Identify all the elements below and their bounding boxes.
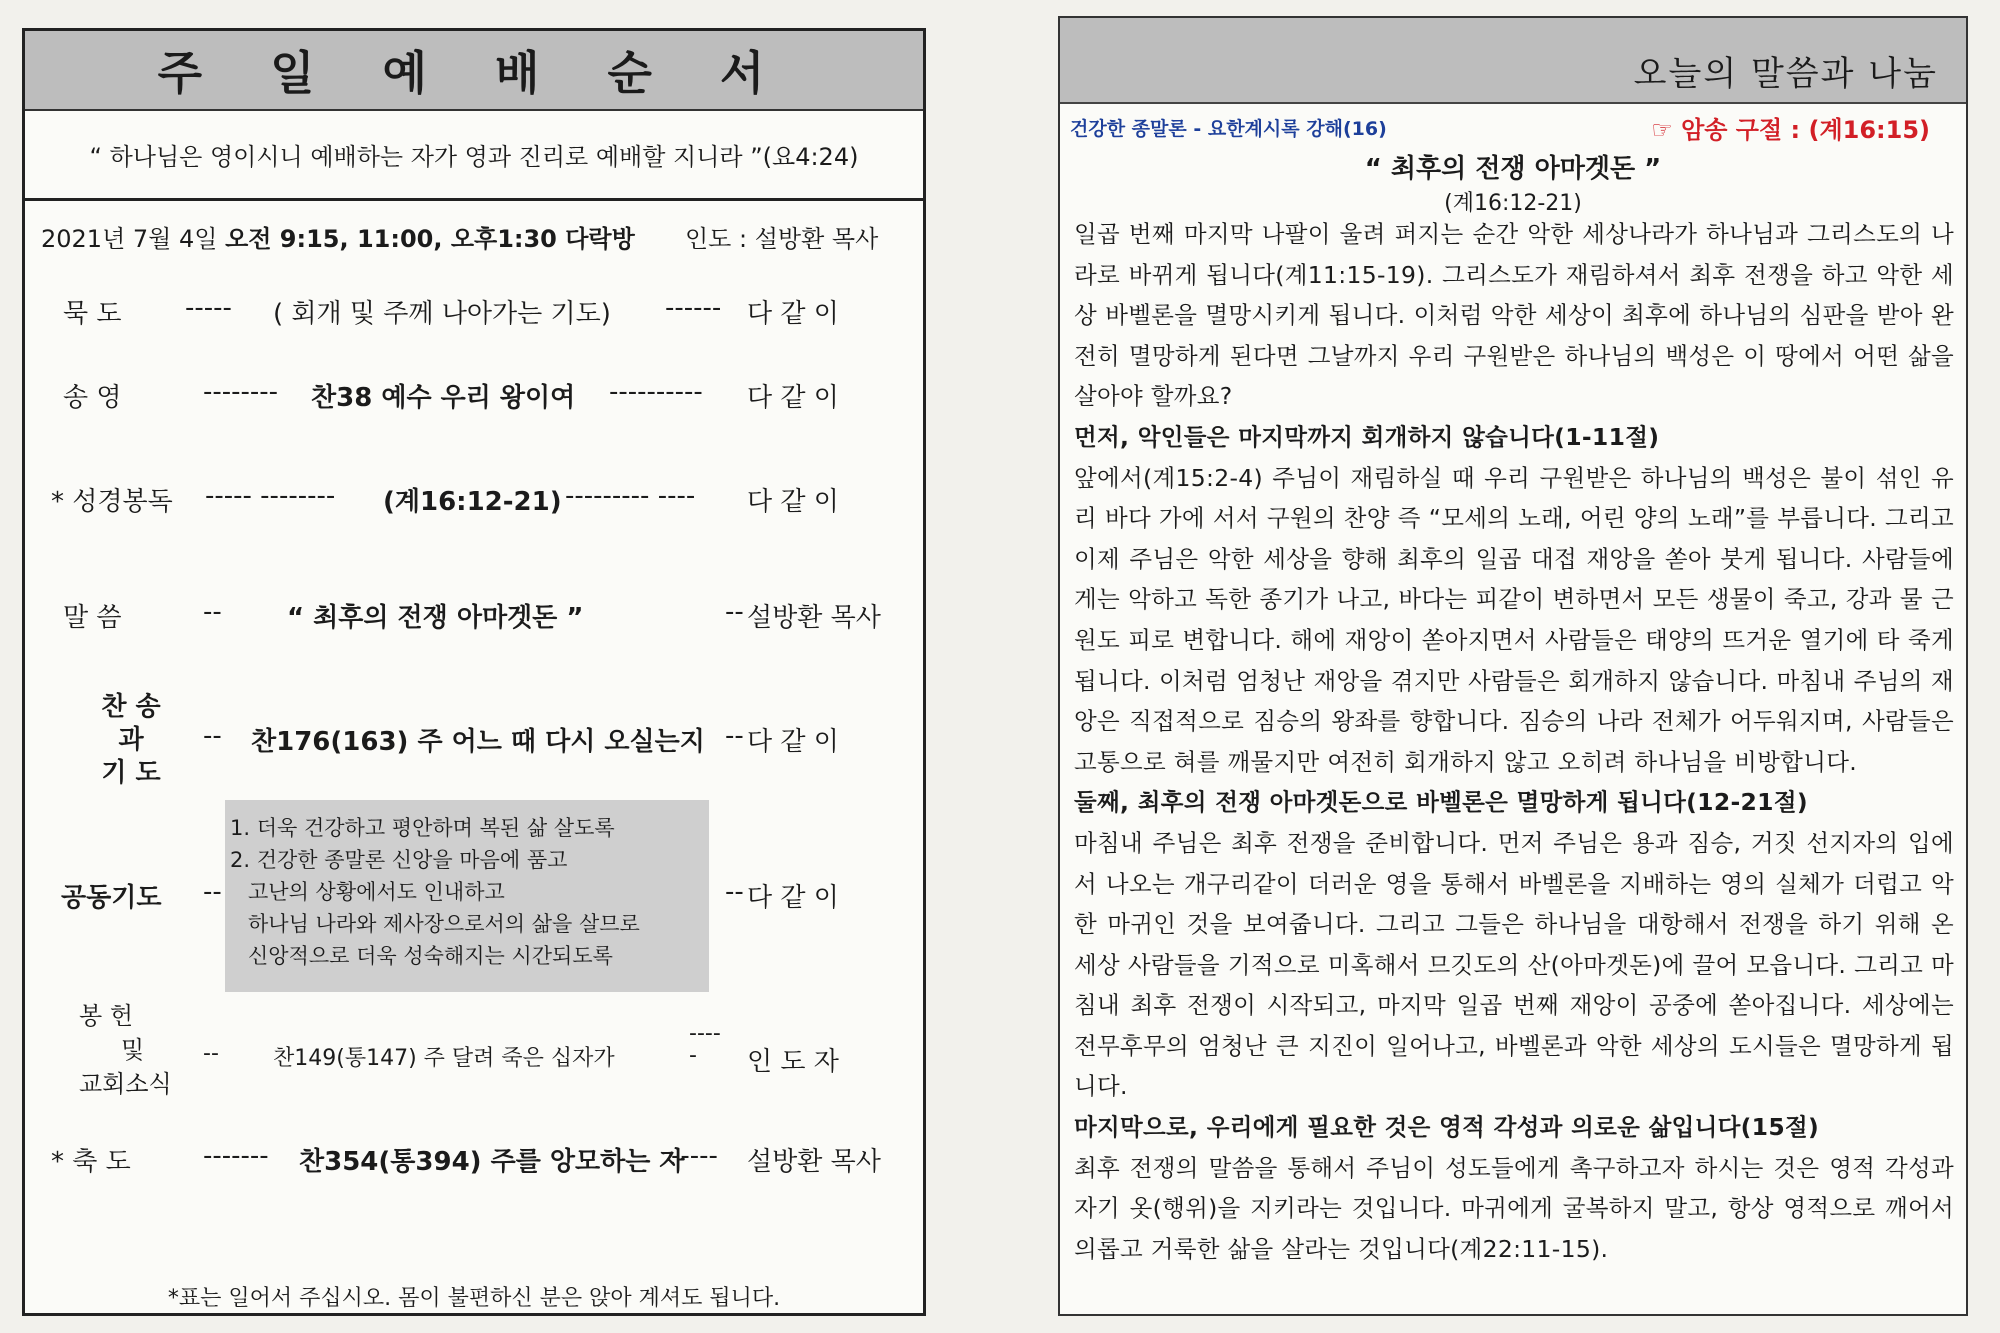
order-content: 찬38 예수 우리 왕이여 bbox=[311, 383, 576, 413]
order-label: 말 씀 bbox=[63, 603, 122, 633]
prayer-line: 신앙적으로 더욱 성숙해지는 시간되도록 bbox=[248, 944, 613, 968]
order-row-doxology bbox=[25, 377, 923, 417]
order-dash: ------ bbox=[665, 293, 722, 323]
order-performer: 다 같 이 bbox=[747, 487, 839, 517]
prayer-line: 하나님 나라와 제사장으로서의 삶을 살므로 bbox=[248, 912, 640, 936]
service-date bbox=[41, 219, 635, 254]
order-content: 찬176(163) 주 어느 때 다시 오실는지 bbox=[251, 727, 705, 757]
order-dash: ----- -------- bbox=[205, 481, 336, 511]
sermon-title: “ 최후의 전쟁 아마겟돈 ” bbox=[1364, 154, 1662, 184]
footnote: *표는 일어서 주십시오. 몸이 불편하신 분은 앉아 계셔도 됩니다. bbox=[167, 1286, 781, 1311]
order-content: ( 회개 및 주께 나아가는 기도) bbox=[273, 299, 611, 329]
service-date-text: 2021년 7월 4일 bbox=[41, 225, 226, 253]
sermon-reference: (계16:12-21) bbox=[1444, 191, 1582, 216]
sermon-notes-title: 오늘의 말씀과 나눔 bbox=[1633, 54, 1938, 94]
sermon-body bbox=[1074, 214, 1954, 1269]
sermon-notes-panel bbox=[1058, 16, 1968, 1316]
sermon-paragraph: 앞에서(계15:2-4) 주님이 재림하실 때 우리 구원받은 하나님의 백성은 불이 섞인 유리 바다 가에 서서 구원의 찬양 즉 “모세의 노래, 어린 양의 노래”를 부릅니다. 그리고 이제 주님은 악한 세상을 향해 최후의 일곱 대접 재앙을 쏟아 붓게 됩니다. 사람들에게는 악하고 독한 종기가 나고, 바다는 피같이 변하면서 모든 생물이 죽고, 강과 물 근원도 피로 변합니다. 해에 재앙이 쏟아지면서 사람들은 태양의 뜨거운 열기에 타 죽게 됩니다. 이처럼 엄청난 재앙을 겪지만 사람들은 회개하지 않습니다. 마침내 주님의 재앙은 직접적으로 짐승의 왕좌를 향합니다. 짐승의 나라 전체가 어두워지며, 사람들은 고통으로 혀를 깨물지만 여전히 회개하지 않고 오히려 하나님을 비방합니다. bbox=[1074, 463, 1954, 776]
theme-verse: “ 하나님은 영이시니 예배하는 자가 영과 진리로 예배할 지니라 ”(요4:24) bbox=[25, 111, 923, 201]
order-label: 송 영 bbox=[63, 383, 122, 413]
sermon-paragraph: 최후 전쟁의 말씀을 통해서 주님이 성도들에게 촉구하고자 하시는 것은 영적 각성과 자기 옷(행위)을 지키라는 것입니다. 마귀에게 굴복하지 말고, 항상 영적으로 깨어서 의롭고 거룩한 삶을 살라는 것입니다(계22:11-15). bbox=[1074, 1153, 1954, 1263]
order-performer: 설방환 목사 bbox=[747, 1147, 881, 1177]
sermon-paragraph: 일곱 번째 마지막 나팔이 울려 퍼지는 순간 악한 세상나라가 하나님과 그리스도의 나라로 바뀌게 됩니다(계11:15-19). 그리스도가 재림하셔서 최후 전쟁을 하고 악한 세상 바벨론을 멸망시키게 됩니다. 이처럼 악한 세상이 최후에 하나님의 심판을 받아 완전히 멸망하게 된다면 그날까지 우리 구원받은 하나님의 백성은 이 땅에서 어떤 삶을 살아야 할까요? bbox=[1074, 220, 1954, 411]
sermon-notes-header bbox=[1060, 18, 1966, 104]
order-row-benediction bbox=[25, 1141, 923, 1181]
order-dash: -- bbox=[725, 597, 744, 627]
worship-order-panel bbox=[22, 28, 926, 1316]
service-times: 오전 9:15, 11:00, 오후1:30 다락방 bbox=[225, 225, 635, 253]
order-row-sermon bbox=[25, 597, 923, 637]
series-title: 건강한 종말론 - 요한계시록 강해(16) bbox=[1070, 118, 1387, 140]
order-row-silent-prayer bbox=[25, 293, 923, 333]
order-label-line: 교회소식 bbox=[79, 1070, 172, 1098]
sermon-paragraph: 마침내 주님은 최후 전쟁을 준비합니다. 먼저 주님은 용과 짐승, 거짓 선지자의 입에서 나오는 개구리같이 더러운 영을 통해서 바벨론을 지배하는 영의 실체가 더럽고 악한 마귀인 것을 보여줍니다. 그리고 그들은 하나님을 대항해서 전쟁을 하기 위해 온 세상 사람들을 기적으로 미혹해서 므깃도의 산(아마겟돈)에 끌어 모읍니다. 그리고 마침내 최후 전쟁이 시작되고, 마지막 일곱 번째 재앙이 공중에 쏟아집니다. 세상에는 전무후무의 엄청난 큰 지진이 일어나고, 바벨론과 악한 세상의 도시들은 멸망하게 됩니다. bbox=[1074, 828, 1954, 1101]
order-dash: ----- bbox=[185, 293, 232, 323]
order-dash: -- bbox=[725, 877, 744, 907]
order-performer: 다 같 이 bbox=[747, 727, 839, 757]
order-label: * 축 도 bbox=[51, 1147, 131, 1177]
order-dash: -- bbox=[203, 721, 222, 751]
order-performer: 다 같 이 bbox=[747, 883, 839, 913]
order-dash: -- bbox=[203, 877, 222, 907]
order-label: 공동기도 bbox=[61, 883, 162, 913]
prayer-line: 고난의 상황에서도 인내하고 bbox=[248, 880, 505, 904]
order-content: 찬149(통147) 주 달려 죽은 십자가 bbox=[273, 1046, 615, 1071]
order-label: 묵 도 bbox=[63, 299, 122, 329]
worship-order-title: 주 일 예 배 순 서 bbox=[25, 31, 923, 111]
memory-verse: ☞ 암송 구절 : (계16:15) bbox=[1651, 116, 1930, 144]
order-performer: 다 같 이 bbox=[747, 383, 839, 413]
prayer-line: 2. 건강한 종말론 신앙을 마음에 품고 bbox=[230, 848, 568, 872]
unison-prayer-box bbox=[225, 800, 709, 992]
order-dash: ------- bbox=[203, 1141, 269, 1171]
order-row-offering bbox=[25, 1021, 923, 1081]
order-label: * 성경봉독 bbox=[51, 487, 173, 517]
order-performer: 인 도 자 bbox=[747, 1047, 839, 1077]
order-content: 찬354(통394) 주를 앙모하는 자 bbox=[299, 1147, 685, 1177]
order-dash: -------- bbox=[203, 377, 279, 407]
order-dash: -- bbox=[203, 1041, 219, 1066]
order-content: “ 최후의 전쟁 아마겟돈 ” bbox=[287, 603, 584, 633]
sermon-subheading: 먼저, 악인들은 마지막까지 회개하지 않습니다(1-11절) bbox=[1074, 422, 1660, 451]
sermon-subheading: 마지막으로, 우리에게 필요한 것은 영적 각성과 의로운 삶입니다(15절) bbox=[1074, 1113, 1820, 1142]
order-dash: ----- bbox=[671, 1141, 718, 1171]
sermon-subheading: 둘째, 최후의 전쟁 아마겟돈으로 바벨론은 멸망하게 됩니다(12-21절) bbox=[1074, 788, 1808, 817]
prayer-line: 1. 더욱 건강하고 평안하며 복된 삶 살도록 bbox=[230, 816, 615, 840]
order-label-line: 찬 송 bbox=[101, 692, 161, 722]
order-label-line: 기 도 bbox=[101, 758, 161, 788]
order-row-scripture-reading bbox=[25, 481, 923, 521]
order-performer: 다 같 이 bbox=[747, 299, 839, 329]
order-row-hymn-prayer bbox=[25, 721, 923, 761]
service-leader: 인도 : 설방환 목사 bbox=[685, 225, 879, 253]
order-performer: 설방환 목사 bbox=[747, 603, 881, 633]
order-label-line: 봉 헌 bbox=[79, 1002, 133, 1030]
order-dash: -- bbox=[725, 721, 744, 751]
order-content: (계16:12-21) bbox=[383, 487, 562, 517]
order-label-line: 및 bbox=[121, 1036, 145, 1064]
order-dash: -- bbox=[203, 597, 222, 627]
order-dash: ---------- bbox=[609, 377, 703, 407]
order-label-line: 과 bbox=[118, 725, 144, 755]
order-dash: ---- - bbox=[689, 1021, 721, 1068]
order-dash: --------- ---- bbox=[565, 481, 696, 511]
